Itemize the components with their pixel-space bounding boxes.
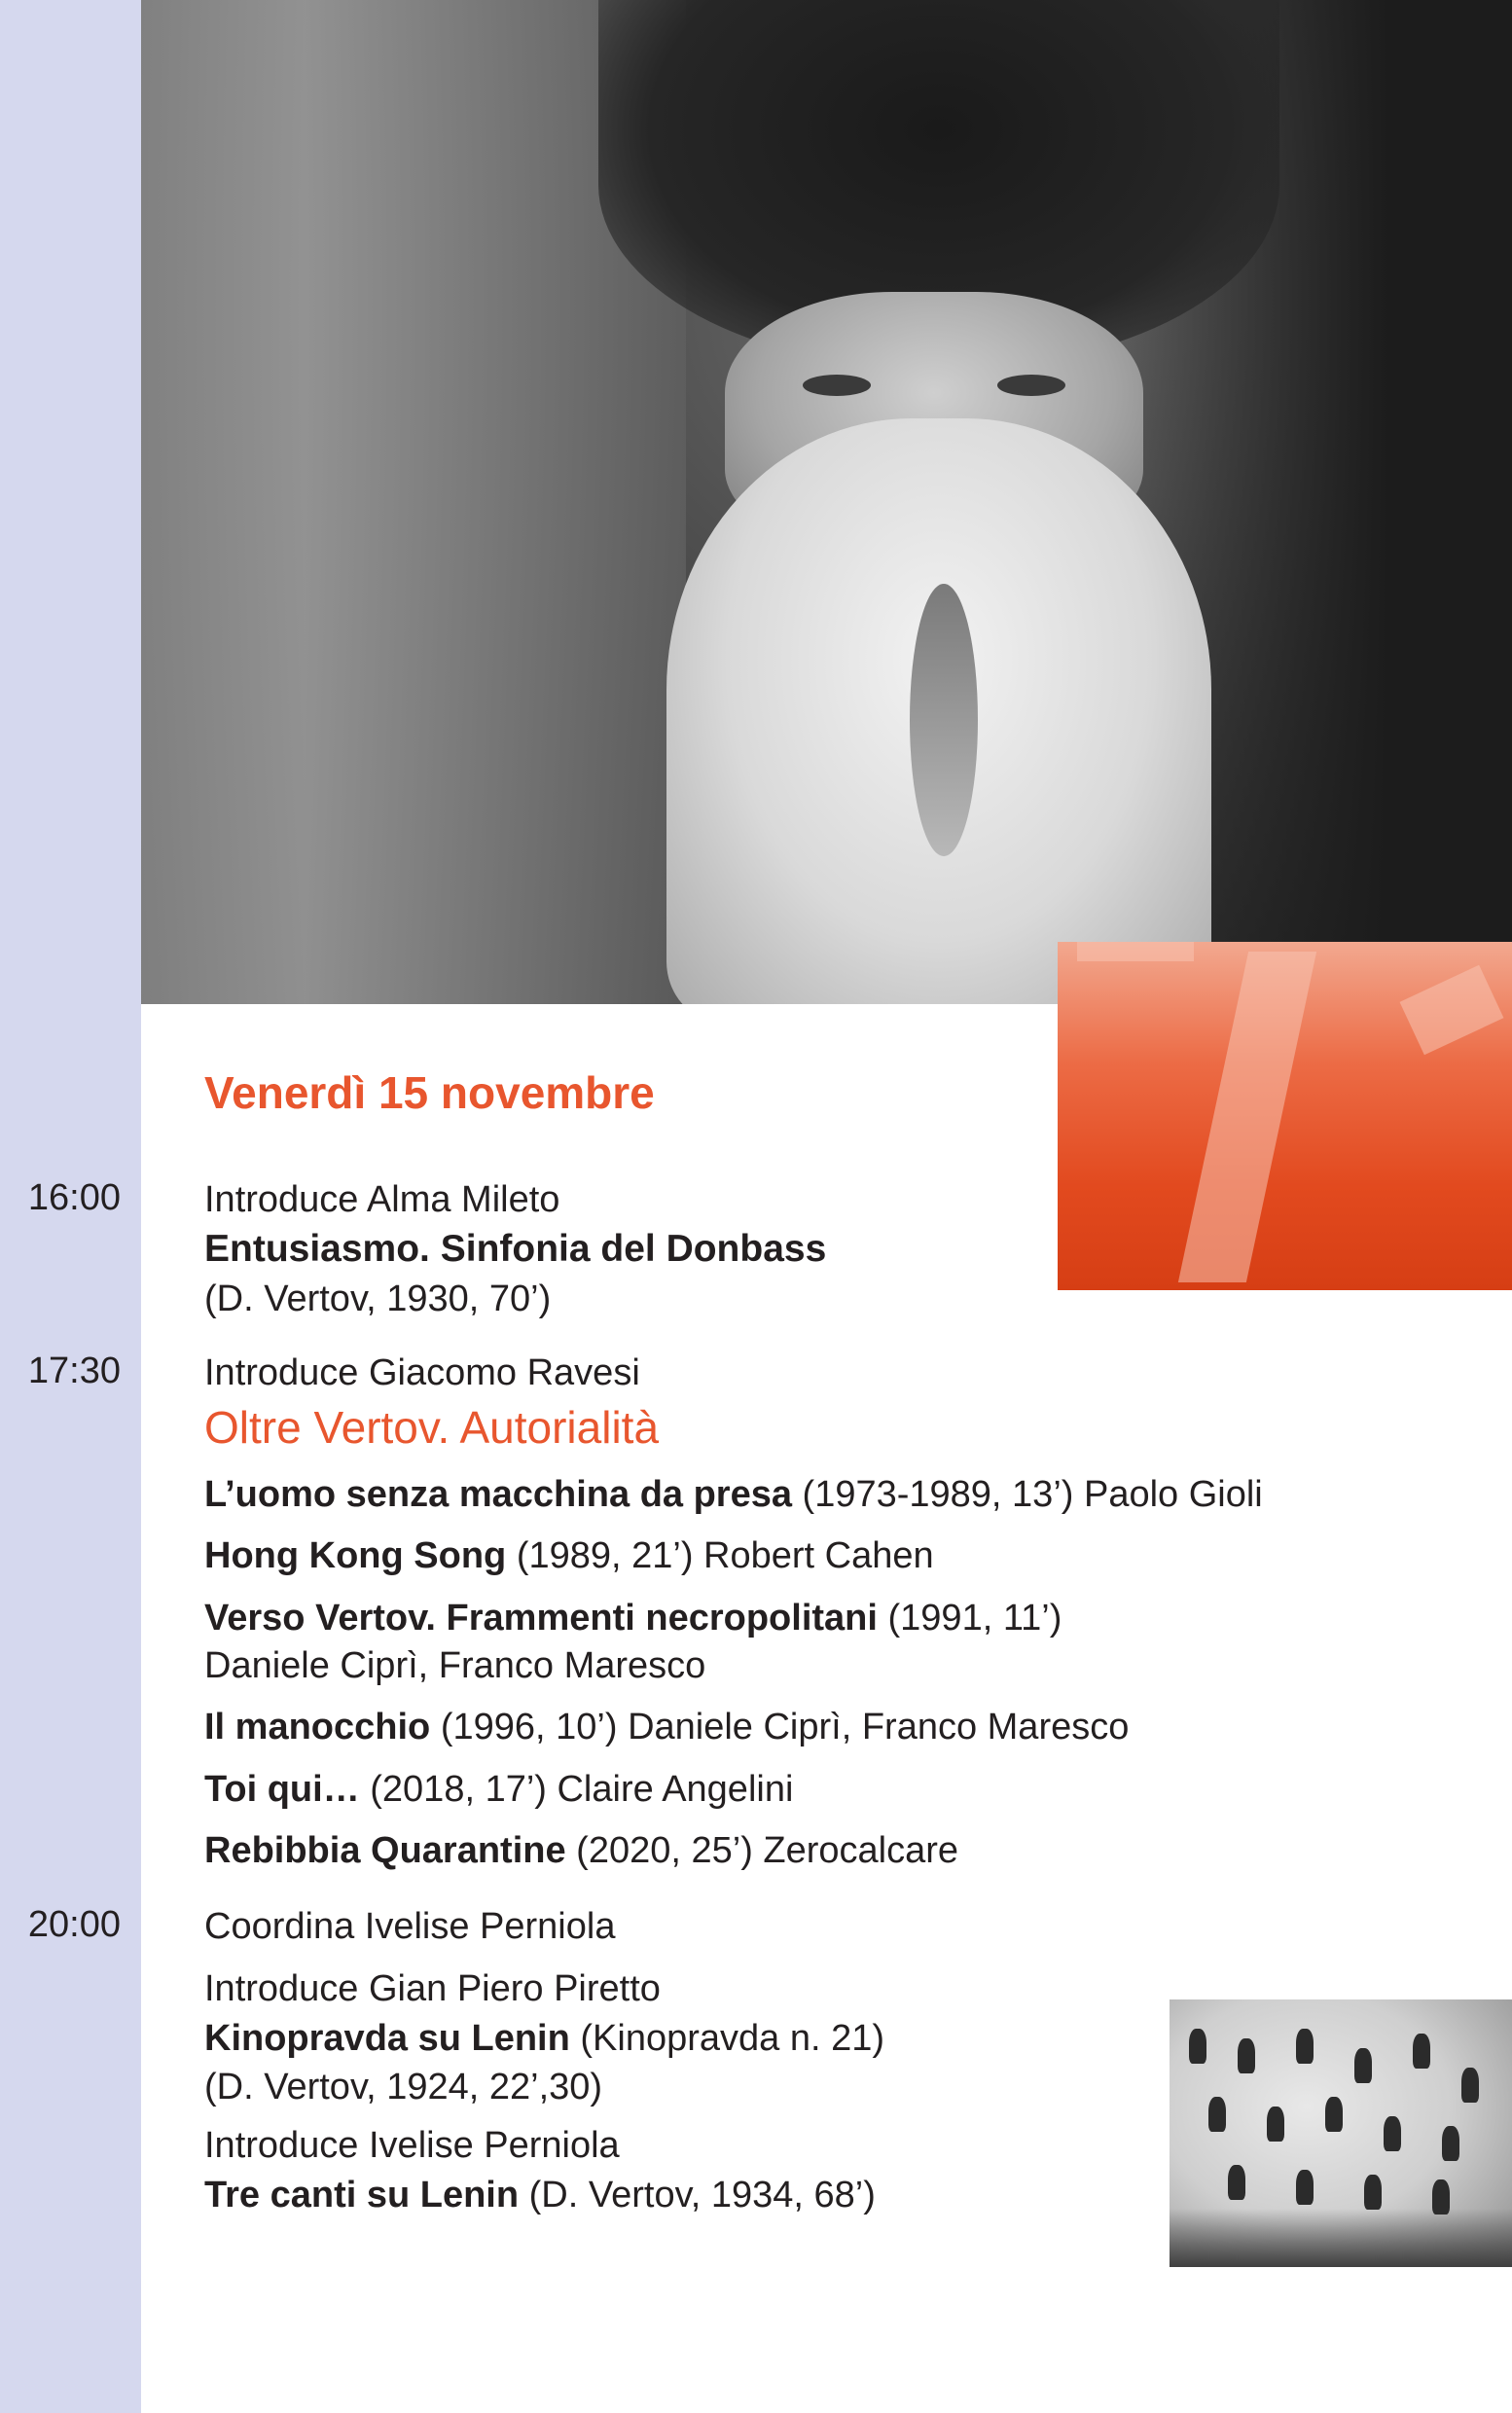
intro-text: Introduce Giacomo Ravesi	[204, 1352, 640, 1393]
photo-figure	[1228, 2165, 1245, 2200]
film-extra: Daniele Ciprì, Franco Maresco	[204, 1645, 706, 1686]
hero-eye-right	[997, 375, 1065, 396]
orange-tinted-photo	[1058, 942, 1512, 1290]
intro-text: Introduce Gian Piero Piretto	[204, 1968, 661, 2009]
time-slot-1: 16:00	[27, 1177, 121, 1218]
film-details: (1991, 11’)	[877, 1598, 1062, 1639]
film-title: L’uomo senza macchina da presa	[204, 1474, 792, 1515]
film-details: (D. Vertov, 1930, 70’)	[204, 1279, 552, 1319]
photo-figure	[1296, 2170, 1314, 2205]
film-details: (Kinopravda n. 21)	[569, 2018, 885, 2059]
day-heading: Venerdì 15 novembre	[204, 1067, 655, 1118]
film-details: (1989, 21’) Robert Cahen	[506, 1535, 934, 1576]
time-slot-3: 20:00	[27, 1904, 121, 1945]
film-entry	[204, 1533, 934, 1578]
photo-figure	[1354, 2048, 1372, 2083]
photo-figure	[1364, 2175, 1382, 2210]
film-title: Rebibbia Quarantine	[204, 1830, 566, 1871]
film-title: Tre canti su Lenin	[204, 2175, 520, 2215]
film-details: (2020, 25’) Zerocalcare	[565, 1830, 959, 1871]
photo-streak	[1178, 952, 1316, 1282]
photo-figure	[1442, 2126, 1459, 2161]
photo-figure	[1296, 2029, 1314, 2064]
film-entry	[204, 1705, 1129, 1749]
hero-eye-left	[803, 375, 871, 396]
film-details: (1973-1989, 13’) Paolo Gioli	[792, 1474, 1263, 1515]
film-title: Verso Vertov. Frammenti necropolitani	[204, 1598, 878, 1639]
film-title: Entusiasmo. Sinfonia del Donbass	[204, 1228, 827, 1270]
photo-figure	[1325, 2097, 1343, 2132]
film-details: (2018, 17’) Claire Angelini	[359, 1769, 794, 1810]
bw-gymnasts-photo	[1170, 1999, 1512, 2267]
film-title: Il manocchio	[204, 1707, 431, 1747]
hero-cloth-fold	[910, 584, 978, 856]
film-extra: (D. Vertov, 1924, 22’,30)	[204, 2067, 603, 2107]
photo-figure	[1267, 2107, 1284, 2142]
intro-text: Introduce Alma Mileto	[204, 1179, 560, 1220]
photo-figure	[1238, 2038, 1255, 2073]
time-slot-2: 17:30	[27, 1351, 121, 1391]
photo-figure	[1189, 2029, 1206, 2064]
film-title: Kinopravda su Lenin	[204, 2018, 570, 2059]
film-entry	[204, 1472, 1263, 1517]
photo-streak	[1077, 942, 1194, 961]
photo-shadow	[1170, 2209, 1512, 2267]
photo-figure	[1461, 2068, 1479, 2103]
film-details: (1996, 10’) Daniele Ciprì, Franco Maresco	[430, 1707, 1130, 1747]
film-entry	[204, 1767, 793, 1812]
coord-text: Coordina Ivelise Perniola	[204, 1906, 616, 1947]
intro-text: Introduce Ivelise Perniola	[204, 2125, 620, 2166]
film-title: Toi qui…	[204, 1769, 360, 1810]
film-title: Hong Kong Song	[204, 1535, 507, 1576]
photo-figure	[1384, 2116, 1401, 2151]
section-title: Oltre Vertov. Autorialità	[204, 1402, 660, 1453]
film-entry	[204, 2173, 876, 2217]
film-entry	[204, 1596, 1062, 1640]
film-details: (D. Vertov, 1934, 68’)	[519, 2175, 876, 2215]
photo-figure	[1413, 2034, 1430, 2069]
film-entry	[204, 1828, 958, 1873]
hero-photo	[141, 0, 1512, 1004]
photo-figure	[1208, 2097, 1226, 2132]
photo-streak	[1400, 965, 1504, 1055]
film-entry	[204, 2016, 884, 2061]
